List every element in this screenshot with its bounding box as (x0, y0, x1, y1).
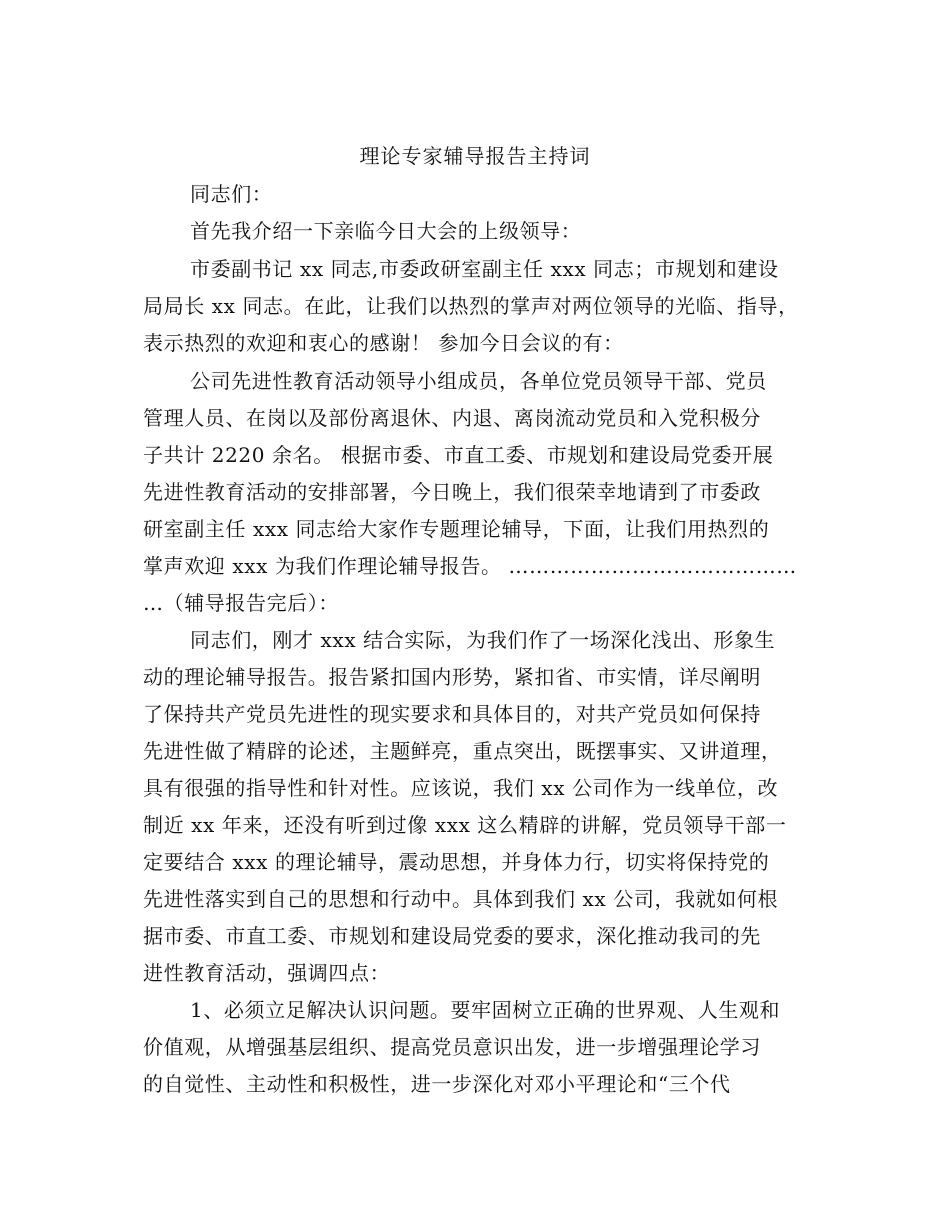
text-line: 表示热烈的欢迎和衷心的感谢！ 参加今日会议的有： (143, 331, 624, 355)
text-line: 先进性落实到自己的思想和行动中。具体到我们 xx 公司，我就如何根 (143, 887, 779, 911)
text-line: 价值观，从增强基层组织、提高党员意识出发，进一步增强理论学习 (143, 1035, 761, 1059)
text-line: 的自觉性、主动性和积极性，进一步深化对邓小平理论和“三个代 (143, 1072, 731, 1096)
text-line: 子共计 2220 余名。 根据市委、市直工委、市规划和建设局党委开展 (143, 443, 774, 467)
text-line: 先进性做了精辟的论述，主题鲜亮，重点突出，既摆事实、又讲道理， (143, 739, 782, 763)
text-line: 据市委、市直工委、市规划和建设局党委的要求，深化推动我司的先 (143, 924, 761, 948)
text-line: 1、必须立足解决认识问题。要牢固树立正确的世界观、人生观和 (190, 998, 781, 1022)
text-line: 市委副书记 xx 同志,市委政研室副主任 xxx 同志；市规划和建设 (190, 257, 779, 281)
text-line: 制近 xx 年来，还没有听到过像 xxx 这么精辟的讲解，党员领导干部一 (143, 813, 787, 837)
text-line: 动的理论辅导报告。报告紧扣国内形势，紧扣省、市实情，详尽阐明 (143, 665, 761, 689)
text-line: 同志们，刚才 xxx 结合实际，为我们作了一场深化浅出、形象生 (190, 628, 776, 652)
text-line: 管理人员、在岗以及部份离退休、内退、离岗流动党员和入党积极分 (143, 406, 761, 430)
text-line: 研室副主任 xxx 同志给大家作专题理论辅导，下面，让我们用热烈的 (143, 517, 770, 541)
text-line: 定要结合 xxx 的理论辅导，震动思想，并身体力行，切实将保持党的 (143, 850, 770, 874)
text-line: 了保持共产党员先进性的现实要求和具体目的，对共产党员如何保持 (143, 702, 761, 726)
text-line: 首先我介绍一下亲临今日大会的上级领导： (190, 219, 582, 243)
text-line: 同志们： (190, 182, 273, 206)
text-line: 局局长 xx 同志。在此，让我们以热烈的掌声对两位领导的光临、指导， (143, 294, 799, 318)
document-title: 理论专家辅导报告主持词 (359, 144, 591, 168)
text-line: 进性教育活动，强调四点： (143, 961, 391, 985)
text-line: …（辅导报告完后）： (143, 591, 339, 615)
text-line: 掌声欢迎 xxx 为我们作理论辅导报告。 …………………………………… (143, 554, 797, 578)
text-line: 先进性教育活动的安排部署，今日晚上，我们很荣幸地请到了市委政 (143, 480, 761, 504)
text-line: 公司先进性教育活动领导小组成员，各单位党员领导干部、党员 (190, 369, 767, 393)
text-line: 具有很强的指导性和针对性。应该说，我们 xx 公司作为一线单位，改 (143, 776, 779, 800)
